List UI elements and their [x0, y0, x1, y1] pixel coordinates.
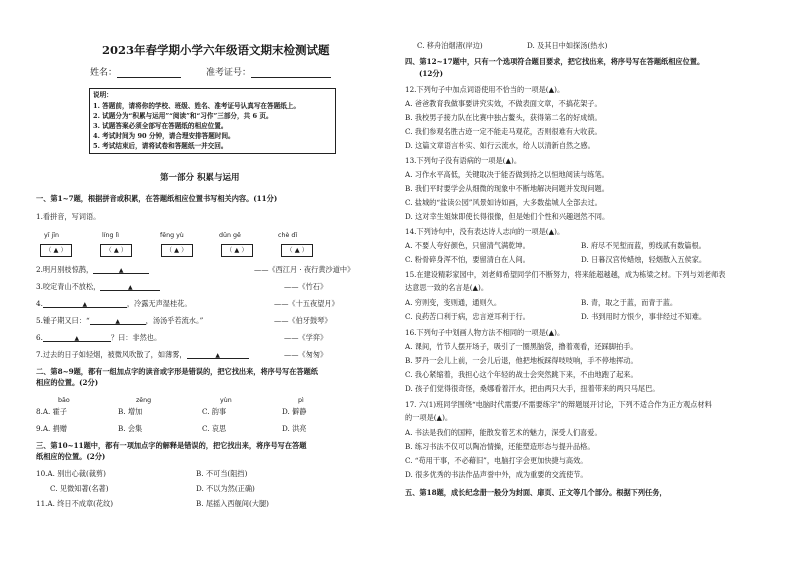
answer-box[interactable]: （ ▲ ）: [100, 244, 132, 257]
q14-option[interactable]: C. 粉骨碎身浑不怕，要留清白在人间。: [405, 255, 530, 264]
q5-source: ——《伯牙鼓琴》: [274, 316, 332, 325]
q6-blank[interactable]: ▲: [43, 333, 111, 342]
part2-intro: 二、第8~9题，都有一组加点字的读音或字形是错误的，把它找出来，将序号写在答题纸: [36, 367, 318, 376]
q15-option[interactable]: A. 穷则变，变则通，通则久。: [405, 298, 502, 307]
q2-text: 2.明月别枝惊鹊，: [36, 265, 94, 274]
q7-line: [36, 350, 249, 359]
q10-option[interactable]: 10.A. 别出心裁(裁剪): [36, 469, 106, 478]
answer-box-row: [40, 244, 313, 257]
q2-source: ——《西江月 · 夜行黄沙道中》: [254, 265, 355, 274]
q10-option[interactable]: D. 不以为然(正确): [196, 484, 255, 493]
q15-option[interactable]: D. 书到用时方恨少，事非经过不知难。: [581, 312, 707, 321]
part1-intro: 一、第1~7题，根据拼音或积累，在答题纸相应位置书写相关内容。(11分): [36, 194, 278, 203]
name-line: [117, 68, 181, 78]
q14-option[interactable]: B. 府尽不见堑而蓝，剪线贰有数篇根。: [581, 241, 706, 250]
q17-stem-2: 的一项是(▲)。: [405, 413, 453, 422]
notice-item: 3. 试题答案必须全部写在答题纸的相应位置。: [93, 122, 228, 130]
q4-line: [36, 299, 192, 308]
notice-item: 5. 考试结束后，请将试卷和答题纸一并交回。: [93, 142, 228, 150]
q17-stem: 17. 六(1)班同学围绕“电脑时代需要/不需要练字”的辩题展开讨论，下列不适合作为正方观点材料: [405, 400, 712, 409]
q14-option[interactable]: A. 不要人夸好颜色，只留清气满乾坤。: [405, 241, 530, 250]
notice-item: 1. 答题前，请将你的学校、班级、姓名、准考证号认真写在答题纸上。: [93, 102, 300, 110]
notice-item: 4. 考试时间为 90 分钟，请合理安排答题时间。: [93, 132, 235, 140]
q7-source: ——《匆匆》: [284, 350, 328, 359]
q12-option[interactable]: A. 爸爸教育我做事要讲究实效，不做表面文章，不搞花架子。: [405, 99, 602, 108]
q11-option[interactable]: C. 移舟泊烟渚(岸边): [417, 41, 483, 50]
q16-stem: 16.下列句子中划画人物方法不相同的一项是(▲)。: [405, 328, 565, 337]
q17-option[interactable]: B. 练习书法不仅可以陶冶情操，还能塑造形态与提升品格。: [405, 442, 595, 451]
pinyin-2: líng lì: [102, 232, 119, 239]
q8-option[interactable]: C. 韵事: [202, 407, 227, 416]
q1-label: 1.看拼音，写词语。: [36, 212, 101, 221]
q17-option[interactable]: D. 很多优秀的书法作品声誉中外，成为重要的交流使节。: [405, 470, 588, 479]
q9-option[interactable]: C. 哀思: [202, 424, 227, 433]
q11-option[interactable]: D. 及其日中如探汤(热水): [527, 41, 608, 50]
q9-option[interactable]: B. 会集: [118, 424, 143, 433]
q2-blank[interactable]: ▲: [93, 265, 149, 274]
q15-stem: 15.在建设精彩家园中，刘老师希望同学们不断努力，将来能超越越，成为栋梁之材。下列与刘老师表: [405, 270, 726, 279]
answer-box[interactable]: （ ▲ ）: [40, 244, 72, 257]
q5-blank[interactable]: ▲: [90, 316, 146, 325]
q8-pinyin: bāo: [58, 397, 70, 404]
q8-pinyin: pì: [298, 397, 304, 404]
q4-blank[interactable]: ▲: [43, 299, 127, 308]
q4-text: ，冷露无声湿桂花。: [126, 299, 192, 308]
pinyin-1: yī jīn: [44, 232, 59, 239]
q15-stem-2: 达意思一致的名言是(▲)。: [405, 283, 489, 292]
answer-box[interactable]: （ ▲ ）: [161, 244, 193, 257]
q8-option[interactable]: B. 增加: [118, 407, 143, 416]
part5-intro: 五、第18题，成长纪念册一般分为封面、扉页、正文等几个部分。根据下列任务，: [405, 488, 667, 497]
q3-text: 3.咬定青山不放松，: [36, 282, 101, 291]
q11-option[interactable]: B. 尾摇入西舰间(大腿): [196, 499, 269, 508]
part4-intro: 四、第12~17题中，只有一个选项符合题目要求，把它找出来，将序号写在答题纸相应位置。: [405, 57, 705, 66]
q11-option[interactable]: 11.A. 终日不成章(花纹): [36, 499, 114, 508]
part3-intro-2: 纸相应的位置。(2分): [36, 452, 106, 461]
q15-option[interactable]: B. 青，取之于蓝，而青于蓝。: [581, 298, 678, 307]
q12-stem: 12.下列句子中加点词语使用不恰当的一项是(▲)。: [405, 85, 565, 94]
q15-option[interactable]: C. 良药苦口利于病，忠言逆耳利于行。: [405, 312, 530, 321]
q5-line: [36, 316, 203, 325]
notice-box: [89, 88, 336, 154]
id-line: [251, 68, 331, 78]
q13-option[interactable]: A. 习作水平高低，关键取决于能否做到持之以恒地阅读与练笔。: [405, 170, 609, 179]
part4-intro-2: (12分): [419, 69, 443, 78]
notice-heading: 说明：: [93, 91, 113, 99]
q17-option[interactable]: A. 书法是我们的国粹，能散发着艺术的魅力，深受人们喜爱。: [405, 428, 602, 437]
q9-option[interactable]: D. 洪亮: [282, 424, 307, 433]
q2-line: [36, 265, 149, 274]
q4-number: 4.: [36, 299, 43, 308]
q8-option[interactable]: D. 僻静: [282, 407, 307, 416]
q14-stem: 14.下列诗句中，没有表达诗人志向的一项是(▲)。: [405, 227, 565, 236]
q5-text-mid: ，汤汤乎若流水。”: [145, 316, 204, 325]
q8-pinyin: zēng: [136, 397, 152, 404]
answer-box[interactable]: （ ▲ ）: [281, 244, 313, 257]
q6-text: ？曰：非然也。: [110, 333, 162, 342]
q3-line: [36, 282, 160, 291]
q10-option[interactable]: B. 不可当(阻挡): [196, 469, 248, 478]
q13-option[interactable]: B. 我们平时要学会从细微的现象中不断地解决问题并发现问题。: [405, 184, 609, 193]
pinyin-4: dūn gē: [219, 232, 241, 239]
pinyin-3: fēng yù: [160, 232, 184, 239]
q16-option[interactable]: D. 孩子们觉得很奇怪，桑娜看着汗水，把由两只大手，扭着带来的两只马尾巴。: [405, 384, 660, 393]
q6-number: 6.: [36, 333, 43, 342]
q7-text: 7.过去的日子如轻烟，被微风吹散了，如薄雾，: [36, 350, 187, 359]
q12-option[interactable]: B. 我校男子接力队在比赛中独占鳌头，获得第二名的好成绩。: [405, 113, 602, 122]
q14-option[interactable]: D. 日暮汉宫传蜡烛，轻烟散入五侯家。: [581, 255, 707, 264]
q5-text: 5.锺子期又曰：“: [36, 316, 90, 325]
q8-pinyin: yùn: [220, 397, 232, 404]
part2-intro-2: 相应的位置。(2分): [36, 378, 99, 387]
q16-option[interactable]: A. 课间，竹节人摆开场子，吸引了一圈黑脑袋，撸着观看，还踩脚拍手。: [405, 342, 638, 351]
page-title: 2023年春学期小学六年级语文期末检测试题: [102, 43, 330, 57]
q7-blank[interactable]: ▲: [187, 350, 249, 359]
name-field: [90, 68, 181, 78]
q10-option[interactable]: C. 见微知著(名著): [50, 484, 109, 493]
id-field: [206, 68, 331, 78]
q4-source: ——《十五夜望月》: [274, 299, 339, 308]
pinyin-5: chè dǐ: [278, 232, 298, 239]
q3-blank[interactable]: ▲: [100, 282, 160, 291]
q8-option[interactable]: 8.A. 霍子: [36, 407, 67, 416]
name-label: 姓名：: [90, 68, 118, 78]
q9-option[interactable]: 9.A. 捐赠: [36, 424, 67, 433]
section-heading: 第一部分 积累与运用: [160, 173, 240, 183]
q6-source: ——《学弈》: [284, 333, 328, 342]
q12-option[interactable]: C. 我们参观名胜古迹一定不能走马观花，否则很难有大收获。: [405, 127, 602, 136]
id-label: 准考证号：: [206, 68, 252, 78]
q6-line: [36, 333, 161, 342]
q16-option[interactable]: C. 我心紧缩着，我担心这个年轻的战士会突然跳下来，不由地跑了起来。: [405, 370, 638, 379]
notice-item: 2. 试题分为“积累与运用”“阅读”和“习作”三部分，共 6 页。: [93, 112, 273, 120]
q12-option[interactable]: D. 这篇文章语言朴实、如行云流水，给人以清新自然之感。: [405, 141, 595, 150]
q13-option[interactable]: D. 这对幸生姐妹即使长得很像，但是她们个性和兴趣迥然不同。: [405, 212, 610, 221]
q13-option[interactable]: C. 盐城的“盐读公园”风景如诗如画，大多数盐城人全部去过。: [405, 198, 602, 207]
part3-intro: 三、第10~11题中，都有一项加点字的解释是错误的，把它找出来，将序号写在答题: [36, 441, 307, 450]
q16-option[interactable]: B. 罗丹一会儿上前，一会儿后退，他把地板踩得吱吱响，手不停地挥动。: [405, 356, 638, 365]
answer-box[interactable]: （ ▲ ）: [221, 244, 253, 257]
q17-option[interactable]: C. “苟用干事，不必藉旧”，电脑打字会更加快捷与高效。: [405, 456, 588, 465]
q13-stem: 13.下列句子没有语病的一项是(▲)。: [405, 156, 522, 165]
q3-source: ——《竹石》: [284, 282, 328, 291]
